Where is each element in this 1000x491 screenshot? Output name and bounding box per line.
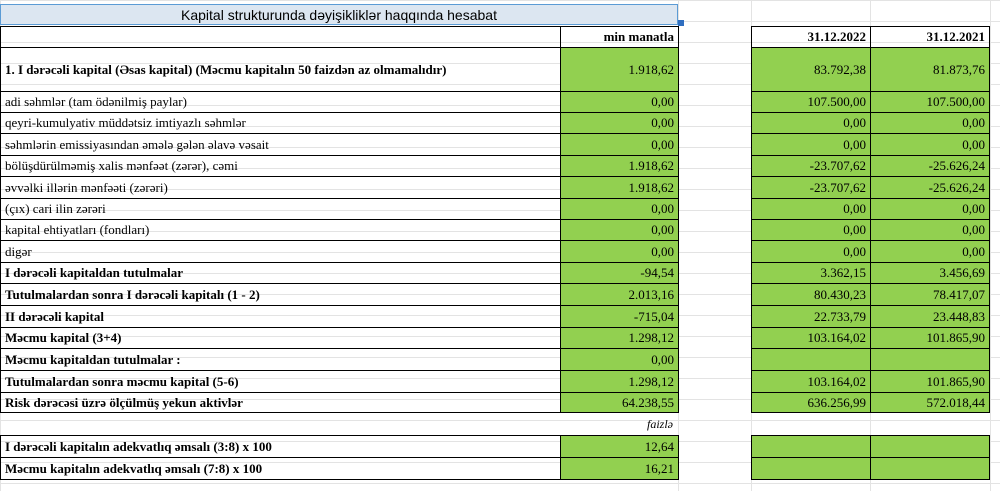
value-2022[interactable]: -23.707,62	[751, 176, 871, 199]
row-label[interactable]: (çıx) cari ilin zərəri	[0, 198, 561, 220]
ratio-value-2022[interactable]	[751, 457, 871, 480]
ratio-label[interactable]: I dərəcəli kapitalın adekvatlıq əmsalı (3:8) x 100	[0, 435, 561, 458]
ratio-value-2021[interactable]	[870, 435, 990, 458]
ratio-value[interactable]: 12,64	[560, 435, 679, 458]
ratio-value-2022[interactable]	[751, 435, 871, 458]
value-min-manatla[interactable]: 0,00	[560, 219, 679, 241]
value-2022[interactable]: 0,00	[751, 240, 871, 263]
value-2022[interactable]: -23.707,62	[751, 155, 871, 177]
value-min-manatla[interactable]: 1.918,62	[560, 155, 679, 177]
value-2021[interactable]: 107.500,00	[870, 91, 990, 113]
row-label[interactable]: bölüşdürülməmiş xalis mənfəət (zərər), cəmi	[0, 155, 561, 177]
value-min-manatla[interactable]: 1.918,62	[560, 176, 679, 199]
value-2022[interactable]: 103.164,02	[751, 370, 871, 393]
value-2021[interactable]: 572.018,44	[870, 392, 990, 413]
row-label[interactable]: II dərəcəli kapital	[0, 305, 561, 328]
row-label[interactable]: əvvəlki illərin mənfəəti (zərəri)	[0, 176, 561, 199]
value-2021[interactable]: 0,00	[870, 219, 990, 241]
value-2022[interactable]: 22.733,79	[751, 305, 871, 328]
value-min-manatla[interactable]: 1.918,62	[560, 47, 679, 92]
value-2021[interactable]: -25.626,24	[870, 155, 990, 177]
value-min-manatla[interactable]: 1.298,12	[560, 327, 679, 349]
value-min-manatla[interactable]: 1.298,12	[560, 370, 679, 393]
row-label[interactable]: Tutulmalardan sonra I dərəcəli kapitalı (1 - 2)	[0, 283, 561, 306]
row-label[interactable]: Məcmu kapitaldan tutulmalar :	[0, 348, 561, 371]
value-min-manatla[interactable]: -94,54	[560, 262, 679, 284]
value-2021[interactable]: 0,00	[870, 112, 990, 134]
value-2022[interactable]	[751, 348, 871, 371]
value-2021[interactable]: 78.417,07	[870, 283, 990, 306]
percent-unit-label[interactable]: faizlə	[647, 417, 673, 431]
value-min-manatla[interactable]: -715,04	[560, 305, 679, 328]
row-label[interactable]: Risk dərəcəsi üzrə ölçülmüş yekun aktivlər	[0, 392, 561, 413]
value-2021[interactable]: -25.626,24	[870, 176, 990, 199]
value-2021[interactable]: 101.865,90	[870, 370, 990, 393]
value-2022[interactable]: 0,00	[751, 112, 871, 134]
value-min-manatla[interactable]: 0,00	[560, 91, 679, 113]
row-label[interactable]: səhmlərin emissiyasından əmələ gələn əlavə vəsait	[0, 133, 561, 156]
value-min-manatla[interactable]: 0,00	[560, 133, 679, 156]
ratio-label[interactable]: Məcmu kapitalın adekvatlıq əmsalı (7:8) x 100	[0, 457, 561, 480]
value-2022[interactable]: 3.362,15	[751, 262, 871, 284]
value-2021[interactable]: 0,00	[870, 240, 990, 263]
row-label[interactable]: digər	[0, 240, 561, 263]
col-2021-header[interactable]: 31.12.2021	[870, 26, 990, 48]
value-2021[interactable]: 3.456,69	[870, 262, 990, 284]
ratio-value[interactable]: 16,21	[560, 457, 679, 480]
value-min-manatla[interactable]: 0,00	[560, 198, 679, 220]
value-2022[interactable]: 80.430,23	[751, 283, 871, 306]
header-blank-cell[interactable]	[0, 26, 561, 48]
value-2022[interactable]: 0,00	[751, 219, 871, 241]
value-2021[interactable]: 0,00	[870, 133, 990, 156]
value-2022[interactable]: 0,00	[751, 133, 871, 156]
report-title: Kapital strukturunda dəyişikliklər haqqında hesabat	[181, 6, 497, 23]
value-2022[interactable]: 636.256,99	[751, 392, 871, 413]
value-2022[interactable]: 0,00	[751, 198, 871, 220]
row-label[interactable]: adi səhmlər (tam ödənilmiş paylar)	[0, 91, 561, 113]
value-2021[interactable]: 0,00	[870, 198, 990, 220]
value-2021[interactable]: 101.865,90	[870, 327, 990, 349]
value-2021[interactable]: 81.873,76	[870, 47, 990, 92]
row-label[interactable]: kapital ehtiyatları (fondları)	[0, 219, 561, 241]
value-min-manatla[interactable]: 0,00	[560, 348, 679, 371]
value-min-manatla[interactable]: 0,00	[560, 240, 679, 263]
value-min-manatla[interactable]: 64.238,55	[560, 392, 679, 413]
row-label[interactable]: Məcmu kapital (3+4)	[0, 327, 561, 349]
report-title-cell[interactable]	[0, 4, 678, 25]
col-2022-header[interactable]: 31.12.2022	[751, 26, 871, 48]
row-label[interactable]: Tutulmalardan sonra məcmu kapital (5-6)	[0, 370, 561, 393]
row-label[interactable]: I dərəcəli kapitaldan tutulmalar	[0, 262, 561, 284]
row-label[interactable]: qeyri-kumulyativ müddətsiz imtiyazlı səhmlər	[0, 112, 561, 134]
value-2022[interactable]: 103.164,02	[751, 327, 871, 349]
value-2021[interactable]	[870, 348, 990, 371]
value-2021[interactable]: 23.448,83	[870, 305, 990, 328]
value-min-manatla[interactable]: 0,00	[560, 112, 679, 134]
value-2022[interactable]: 83.792,38	[751, 47, 871, 92]
value-2022[interactable]: 107.500,00	[751, 91, 871, 113]
ratio-value-2021[interactable]	[870, 457, 990, 480]
value-min-manatla[interactable]: 2.013,16	[560, 283, 679, 306]
unit-header[interactable]: min manatla	[560, 26, 679, 48]
row-label[interactable]: 1. I dərəcəli kapital (Əsas kapital) (Məcmu kapitalın 50 faizdən az olmamalıdır)	[0, 47, 561, 92]
